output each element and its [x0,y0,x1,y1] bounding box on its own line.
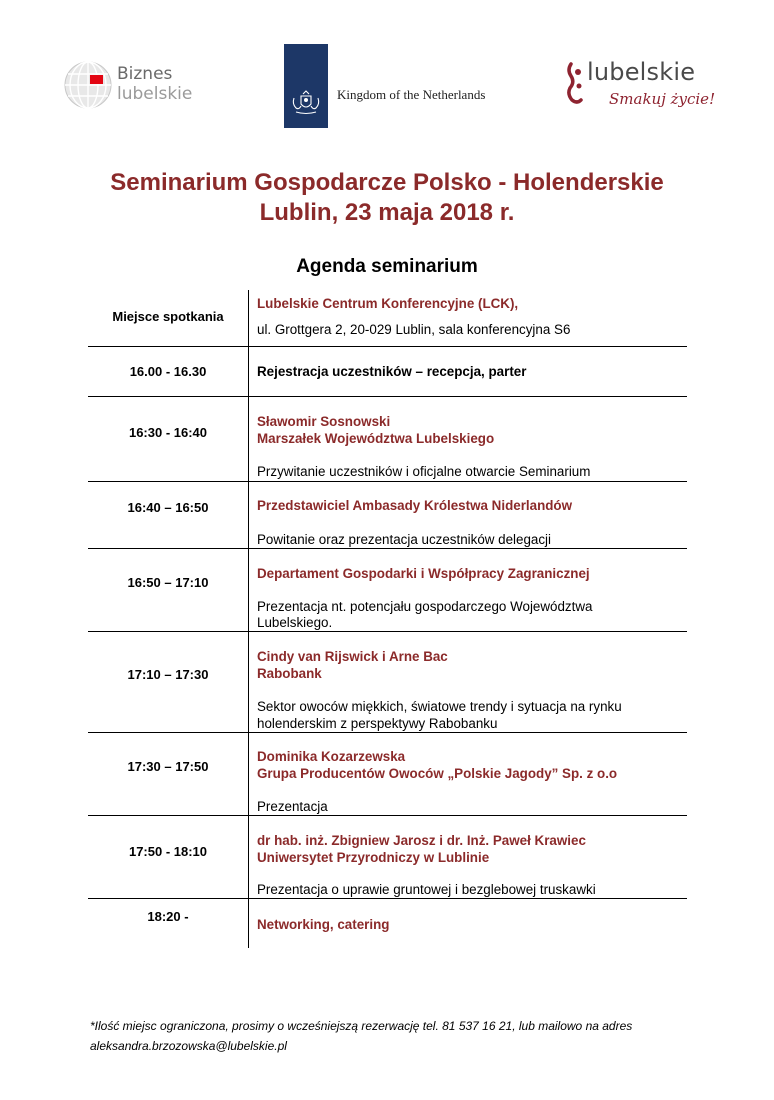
lubelskie-slogan: Smakuj życie! [609,90,716,108]
lubelskie-mark-icon [565,60,587,108]
netherlands-logo [284,44,514,128]
row-divider [88,631,687,632]
agenda-time: 18:20 - [147,909,189,924]
logo-bar [0,40,774,130]
footer-note-line1: *Ilość miejsc ograniczona, prosimy o wcześniejszą rezerwację tel. 81 537 16 21, lub mailowo na adres [90,1019,633,1033]
footer-email[interactable]: aleksandra.brzozowska@lubelskie.pl [90,1039,287,1053]
agenda-item-subtitle: Marszałek Województwa Lubelskiego [257,431,495,446]
agenda-time: 16:50 – 17:10 [127,575,209,590]
row-divider [88,815,687,816]
agenda-time: 16:30 - 16:40 [128,425,208,440]
agenda-item-title: Przedstawiciel Ambasady Królestwa Niderlandów [257,498,573,513]
agenda-item-title: dr hab. inż. Zbigniew Jarosz i dr. Inż. Paweł Krawiec [257,833,586,848]
agenda-item-title: Networking, catering [257,917,390,932]
venue-name: Lubelskie Centrum Konferencyjne (LCK), [257,296,519,311]
netherlands-emblem [284,44,328,128]
agenda-item-description: Prezentacja nt. potencjału gospodarczego Województwa [257,599,593,614]
agenda-item-description: Przywitanie uczestników i oficjalne otwarcie Seminarium [257,464,591,479]
agenda-item-description: Lubelskiego. [257,615,333,630]
row-divider [88,898,687,899]
biznes-lubelskie-logo [63,60,213,110]
agenda-item-description: holenderskim z perspektywy Rabobanku [257,716,498,731]
lubelskie-logo [565,58,715,118]
table-column-divider [248,290,249,948]
agenda-item-description: Sektor owoców miękkich, światowe trendy i sytuacja na rynku [257,699,622,714]
row-divider [88,732,687,733]
agenda-item-description: Prezentacja [257,799,328,814]
footer-note [90,1016,690,1056]
agenda-time: 16:40 – 16:50 [127,500,209,515]
agenda-item-title: Rejestracja uczestników – recepcja, parter [257,364,527,379]
agenda-time: 17:50 - 18:10 [128,844,208,859]
lubelskie-logo-text: lubelskie [587,58,696,86]
row-divider [88,396,687,397]
coat-of-arms-icon [290,88,322,116]
venue-label: Miejsce spotkania [112,309,224,324]
agenda-item-subtitle: Uniwersytet Przyrodniczy w Lublinie [257,850,490,865]
biznes-logo-text [117,64,192,104]
globe-icon [63,60,113,110]
agenda-item-title: Departament Gospodarki i Współpracy Zagranicznej [257,566,590,581]
row-divider [88,481,687,482]
agenda-item-subtitle: Rabobank [257,666,322,681]
seminar-title-line2: Lublin, 23 maja 2018 r. [259,199,515,226]
seminar-title-line1: Seminarium Gospodarcze Polsko - Holenderskie [110,169,664,196]
biznes-logo-line1: Biznes [117,64,173,84]
netherlands-logo-text: Kingdom of the Netherlands [337,87,486,102]
agenda-time: 16.00 - 16.30 [129,364,207,379]
agenda-title: Agenda seminarium [296,256,478,277]
row-divider [88,346,687,347]
seminar-title [0,168,774,228]
agenda-item-description: Prezentacja o uprawie gruntowej i bezglebowej truskawki [257,882,596,897]
row-divider [88,548,687,549]
agenda-time: 17:30 – 17:50 [127,759,209,774]
agenda-item-title: Dominika Kozarzewska [257,749,406,764]
agenda-time: 17:10 – 17:30 [127,667,209,682]
agenda-item-title: Sławomir Sosnowski [257,414,391,429]
biznes-logo-line2: lubelskie [117,84,193,104]
agenda-item-description: Powitanie oraz prezentacja uczestników delegacji [257,532,552,547]
venue-address: ul. Grottgera 2, 20-029 Lublin, sala konferencyjna S6 [257,322,571,337]
agenda-item-title: Cindy van Rijswick i Arne Bac [257,649,448,664]
agenda-item-subtitle: Grupa Producentów Owoców „Polskie Jagody” Sp. z o.o [257,766,618,781]
